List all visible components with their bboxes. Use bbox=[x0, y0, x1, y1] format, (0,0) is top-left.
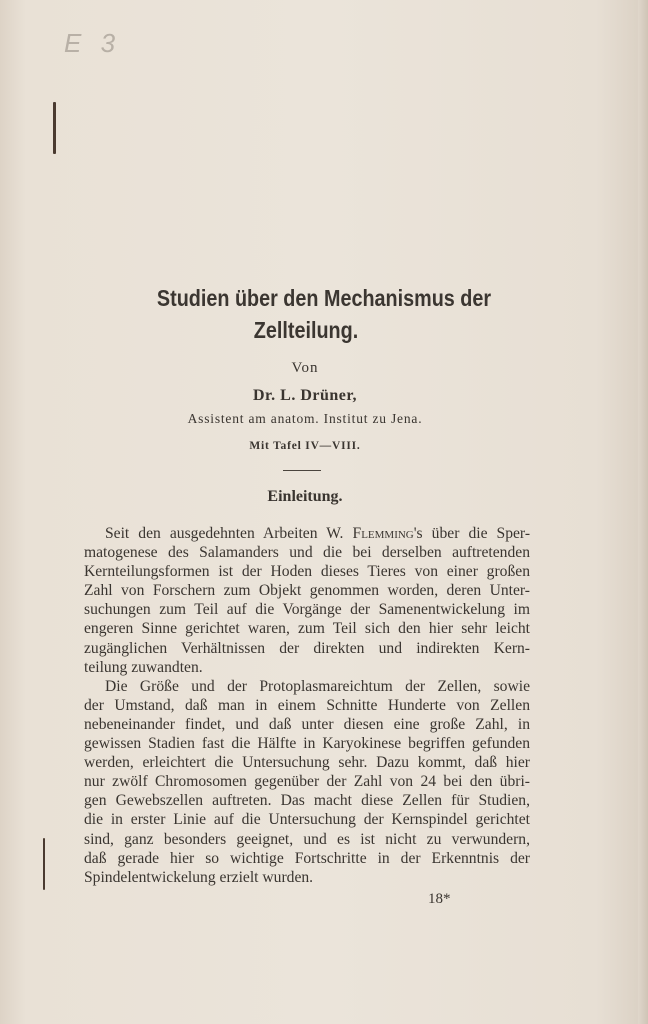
plates-note: Mit Tafel IV—VIII. bbox=[249, 440, 361, 452]
text-line: werden, erleichtert die Untersuchung sehr. Dazu kommt, daß hier bbox=[84, 754, 530, 772]
text-line: nebeneinander findet, und daß unter diesen eine große Zahl, in bbox=[84, 715, 530, 733]
affiliation: Assistent am anatom. Institut zu Jena. bbox=[187, 411, 423, 426]
binding-mark bbox=[53, 102, 56, 154]
text-line: Seit den ausgedehnten Arbeiten W. Flemming's über die Sper- bbox=[105, 525, 531, 542]
signature-mark: 18* bbox=[428, 891, 451, 907]
author: Dr. L. Drüner, bbox=[252, 387, 358, 404]
page-edge bbox=[638, 0, 648, 1024]
pencil-annotation: E 3 bbox=[64, 28, 122, 58]
section-heading: Einleitung. bbox=[267, 488, 343, 505]
text-line: Die Größe und der Protoplasmareichtum der Zellen, sowie bbox=[105, 677, 530, 695]
divider bbox=[283, 470, 321, 471]
text-line: Spindelentwickelung erzielt wurden. bbox=[84, 868, 314, 886]
text-line: nur zwölf Chromosomen gegenüber der Zahl von 24 bei den übri- bbox=[84, 773, 530, 791]
text-line: teilung zuwandten. bbox=[84, 658, 203, 676]
text-line: sind, ganz besonders geeignet, und es ist nicht zu verwundern, bbox=[84, 830, 530, 848]
title-line-1: Studien über den Mechanismus der bbox=[156, 285, 492, 311]
text-line: Zahl von Forschern zum Objekt genommen worden, deren Unter- bbox=[84, 582, 530, 600]
text-line: matogenese des Salamanders und die bei derselben auftretenden bbox=[84, 544, 530, 562]
text-line: suchungen zum Teil auf die Vorgänge der Samenentwickelung im bbox=[84, 601, 530, 619]
binding-mark bbox=[43, 838, 45, 890]
text-line: Kernteilungsformen ist der Hoden dieses Tieres von einer großen bbox=[84, 563, 530, 581]
byline: Von bbox=[291, 360, 319, 376]
text-line: gen Gewebszellen auftreten. Das macht diese Zellen für Studien, bbox=[84, 792, 530, 810]
title-line-2: Zellteilung. bbox=[253, 317, 359, 343]
text-line: zugänglichen Verhältnissen der direkten und indirekten Kern- bbox=[84, 639, 530, 657]
text-line: engeren Sinne gerichtet waren, zum Teil sich den hier sehr leicht bbox=[84, 620, 530, 638]
body-text bbox=[84, 524, 530, 887]
text-line: die in erster Linie auf die Untersuchung der Kernspindel gerichtet bbox=[84, 811, 530, 829]
text-line: daß gerade hier so wichtige Fortschritte in der Erkenntnis der bbox=[84, 849, 530, 867]
text-line: der Umstand, daß man in einem Schnitte Hunderte von Zellen bbox=[84, 696, 530, 714]
text-line: gewissen Stadien fast die Hälfte in Karyokinese begriffen gefunden bbox=[84, 735, 530, 753]
